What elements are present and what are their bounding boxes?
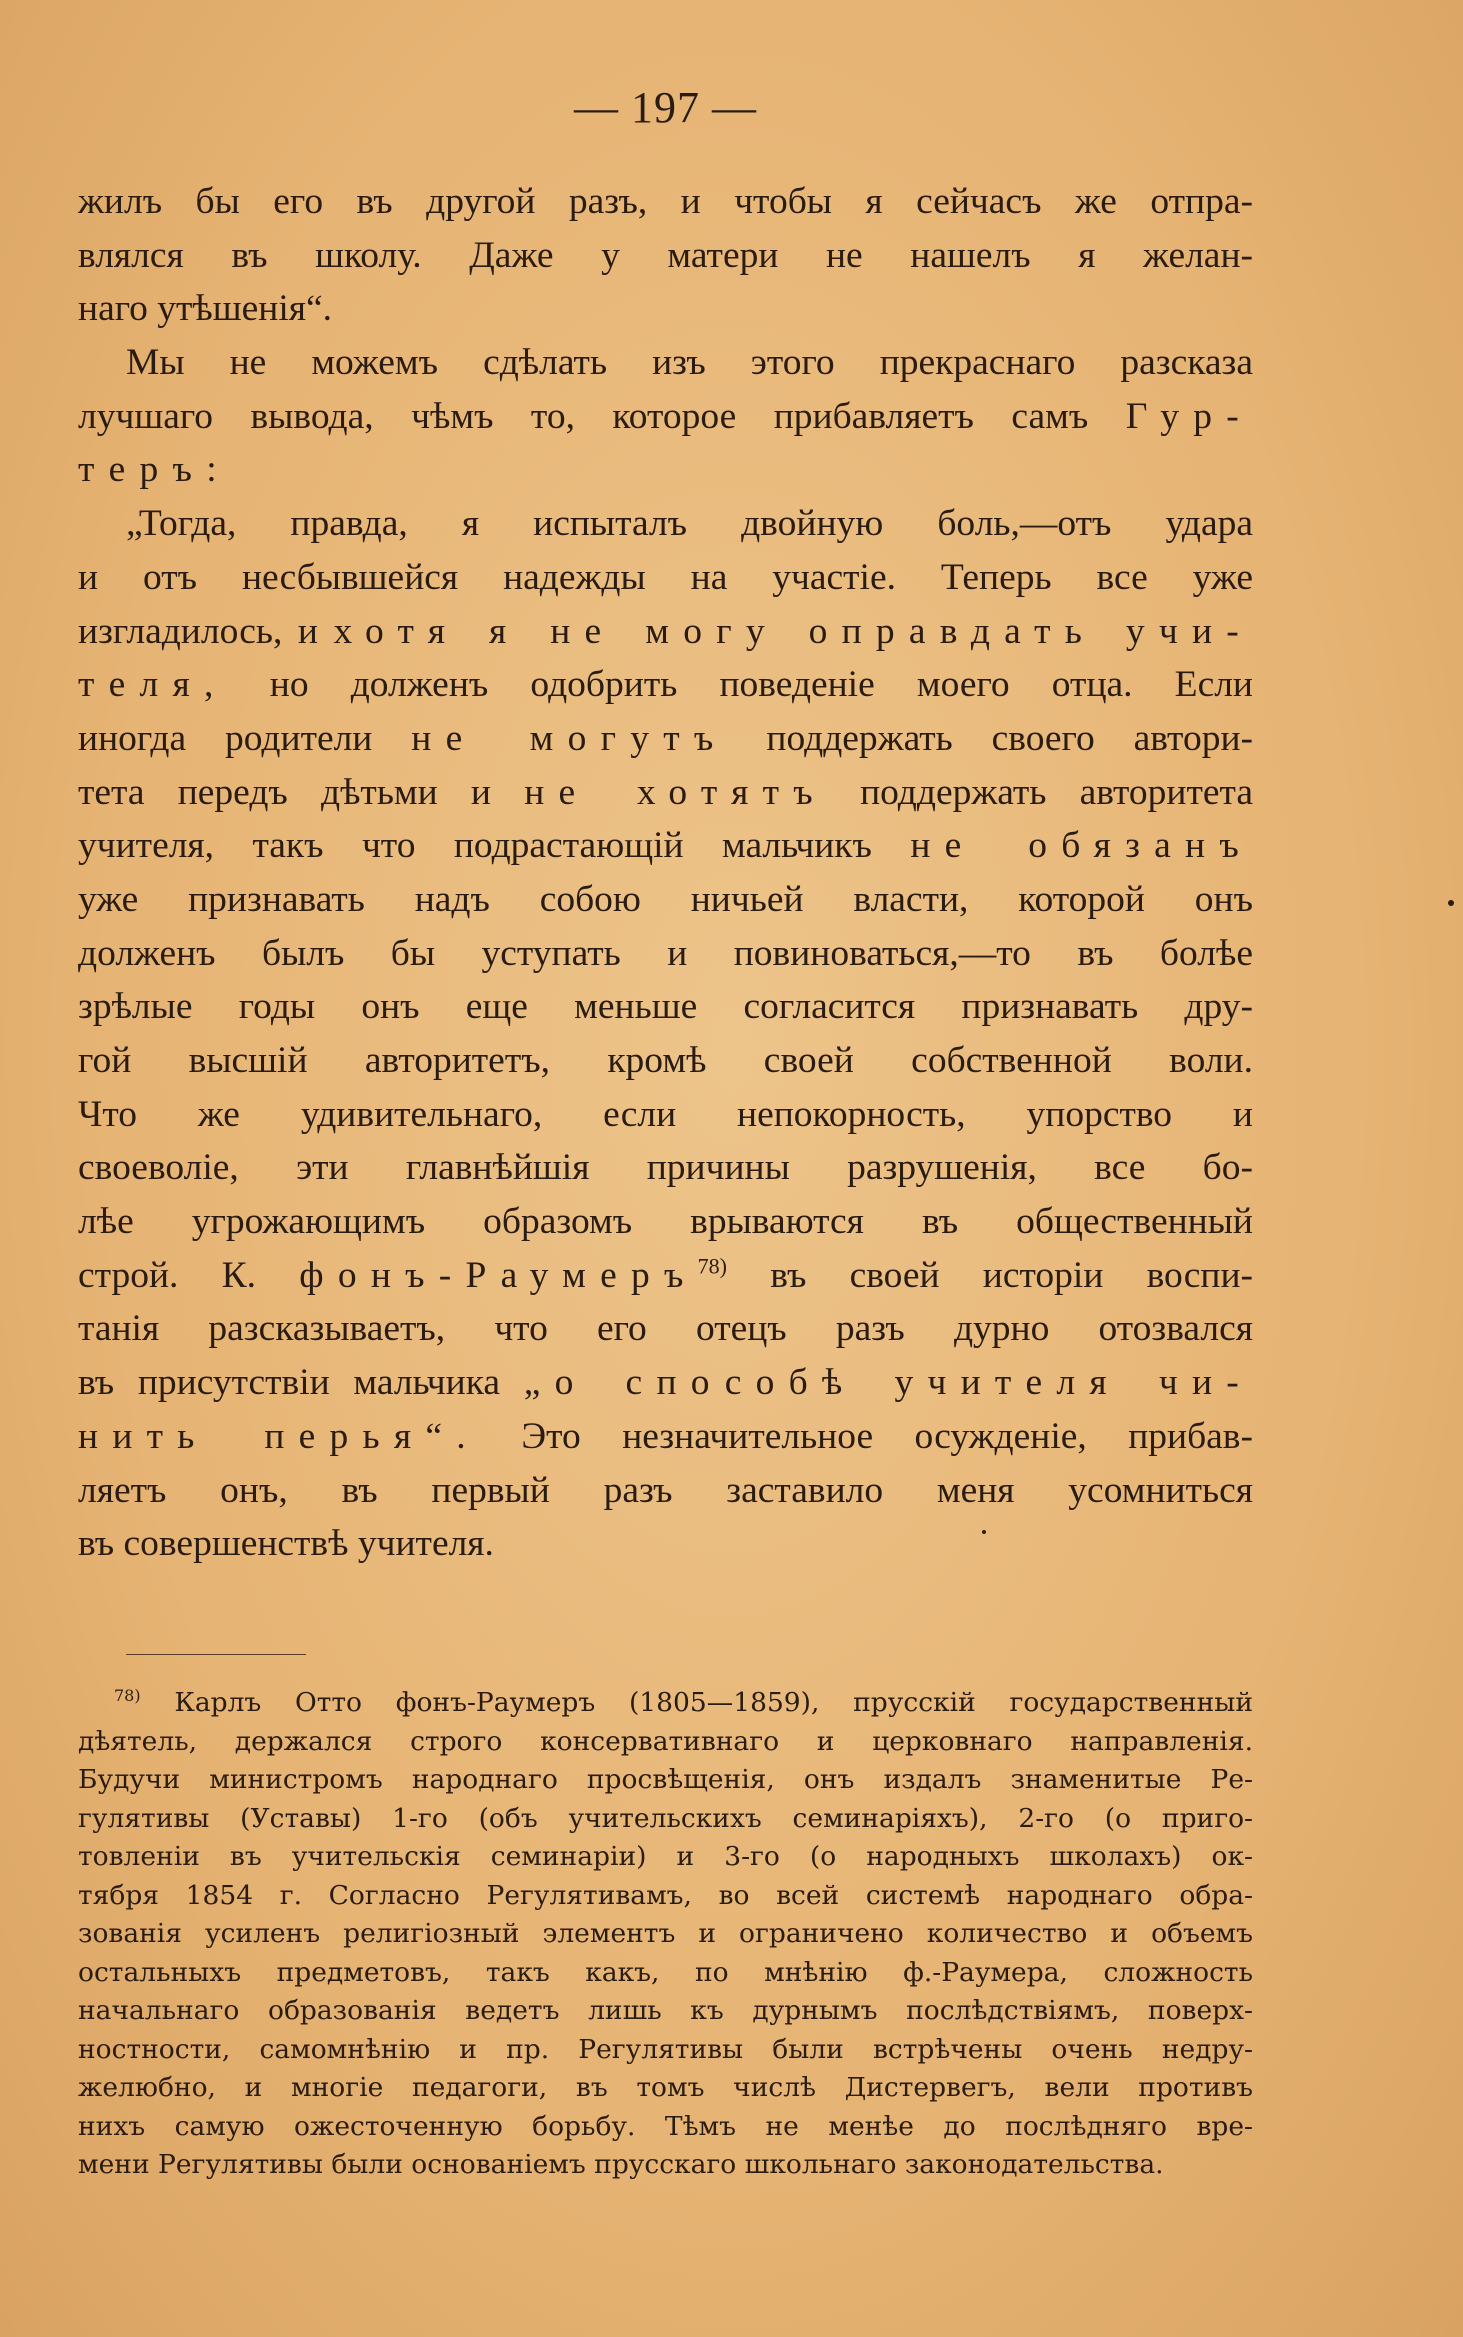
text-segment: поддержать авторитета [860,771,1253,813]
text-line: въ совершенствѣ учителя. [78,1523,494,1565]
text-segment: тета передъ дѣтьми и [78,771,491,813]
page-number: — 197 — [574,83,757,132]
text-line: Мы не можемъ сдѣлать изъ этого прекраснаго разсказа [126,342,1253,384]
text-line: Что же удивительнаго, если непокорность, упорство и [78,1093,1253,1135]
footnote-line: тября 1854 г. Согласно Регулятивамъ, во всей системѣ народнаго обра- [78,1879,1253,1911]
emphasized-text: не хотятъ [524,771,827,813]
text-line [78,712,1253,766]
emphasized-text: нить перья“. [78,1415,480,1457]
footnote-marker: 78) [114,1686,141,1706]
text-segment: лучшаго вывода, чѣмъ то, которое прибавляетъ самъ [78,395,1089,437]
text-line: зрѣлые годы онъ еще меньше согласится признавать дру- [78,986,1253,1028]
main-text [78,175,1253,1571]
text-line: своеволіе, эти главнѣйшія причины разрушенія, все бо- [78,1147,1253,1189]
text-line [78,390,1253,444]
text-line [78,819,1253,873]
text-line: танія разсказываетъ, что его отецъ разъ дурно отозвался [78,1308,1253,1350]
text-segment: : [206,449,217,491]
text-line [78,443,1253,497]
emphasized-name: фонъ-Раумеръ [299,1254,698,1296]
footnote-line: мени Регулятивы были основаніемъ прусскаго школьнаго законодательства. [78,2149,1164,2180]
footnote-line: дѣятель, держался строго консервативнаго и церковнаго направленія. [78,1725,1253,1757]
emphasized-text: не могутъ [411,717,728,759]
emphasized-text: не обязанъ [910,825,1253,867]
text-segment: учителя, такъ что подрастающій мальчикъ [78,825,872,867]
text-line: „Тогда, правда, я испыталъ двойную боль,—отъ удара [126,503,1253,545]
text-line: жилъ бы его въ другой разъ, и чтобы я сейчасъ же отпра- [78,181,1253,222]
text-line: ляетъ онъ, въ первый разъ заставило меня усомниться [78,1469,1253,1511]
text-segment: поддержать своего автори- [766,717,1253,759]
footnote-line: зованія усиленъ религіозный элементъ и ограничено количество и объемъ [78,1918,1253,1949]
footnote [78,1684,1253,2185]
footnote-line: Будучи министромъ народнаго просвѣщенія, онъ издалъ знаменитые Ре- [78,1764,1253,1795]
text-line: лѣе угрожающимъ образомъ врываются въ общественный [78,1201,1253,1243]
emphasized-text: теля, [78,664,228,706]
text-line [78,605,1253,659]
book-page [78,60,1253,2300]
text-line: долженъ былъ бы уступать и повиноваться,—то въ болѣе [78,932,1253,974]
text-line [78,658,1253,712]
text-line [78,1410,1253,1464]
emphasized-name: Гур- [1125,395,1253,437]
footnote-line: товленіи въ учительскія семинаріи) и 3-го (о народныхъ школахъ) ок- [78,1841,1253,1872]
footnote-line: остальныхъ предметовъ, такъ какъ, по мнѣнію ф.-Раумера, сложность [78,1956,1253,1988]
footnote-line: желюбно, и многіе педагоги, въ томъ числѣ Дистервегъ, вели противъ [78,2072,1253,2103]
text-line: и отъ несбывшейся надежды на участіе. Теперь все уже [78,556,1253,598]
footnote-divider [126,1654,306,1655]
text-segment: въ присутствіи мальчика [78,1362,501,1404]
paper-speck [1448,900,1454,906]
text-line: влялся въ школу. Даже у матери не нашелъ я желан- [78,234,1253,276]
text-line [78,1249,1253,1303]
footnote-line [78,1684,1253,1723]
footnote-reference[interactable]: 78) [697,1253,727,1279]
text-line: гой высшій авторитетъ, кромѣ своей собственной воли. [78,1040,1253,1081]
text-segment: въ своей исторіи воспи- [770,1254,1253,1296]
text-segment: но долженъ одобрить поведеніе моего отца. Если [269,664,1253,706]
text-line: наго утѣшенія“. [78,288,333,330]
text-line [78,766,1253,820]
text-segment: изгладилось, и [78,610,318,652]
paragraph-3 [78,497,1253,1571]
text-line: уже признавать надъ собою ничьей власти, которой онъ [78,878,1253,920]
text-segment: иногда родители [78,717,373,759]
footnote-text: Карлъ Отто фонъ-Раумеръ (1805—1859), прусскій государственный [174,1687,1253,1718]
emphasized-text: „о способѣ учителя чи- [523,1362,1253,1404]
paragraph-2 [78,336,1253,497]
text-segment: строй. К. [78,1254,257,1296]
text-line [78,1356,1253,1410]
text-segment: Это незначительное осужденіе, прибав- [521,1415,1253,1457]
paragraph-1 [78,175,1253,336]
emphasized-name: теръ [78,449,207,491]
paper-speck [982,1530,986,1534]
footnote-line: ностности, самомнѣнію и пр. Регулятивы были встрѣчены очень недру- [78,2033,1253,2065]
footnote-line: начальнаго образованія ведетъ лишь къ дурнымъ послѣдствіямъ, поверх- [78,1995,1253,2026]
emphasized-text: хотя я не могу оправдать учи- [333,610,1253,652]
footnote-line: гулятивы (Уставы) 1-го (объ учительскихъ семинаріяхъ), 2-го (о приго- [78,1802,1253,1834]
footnote-line: нихъ самую ожесточенную борьбу. Тѣмъ не менѣе до послѣдняго вре- [78,2110,1253,2142]
